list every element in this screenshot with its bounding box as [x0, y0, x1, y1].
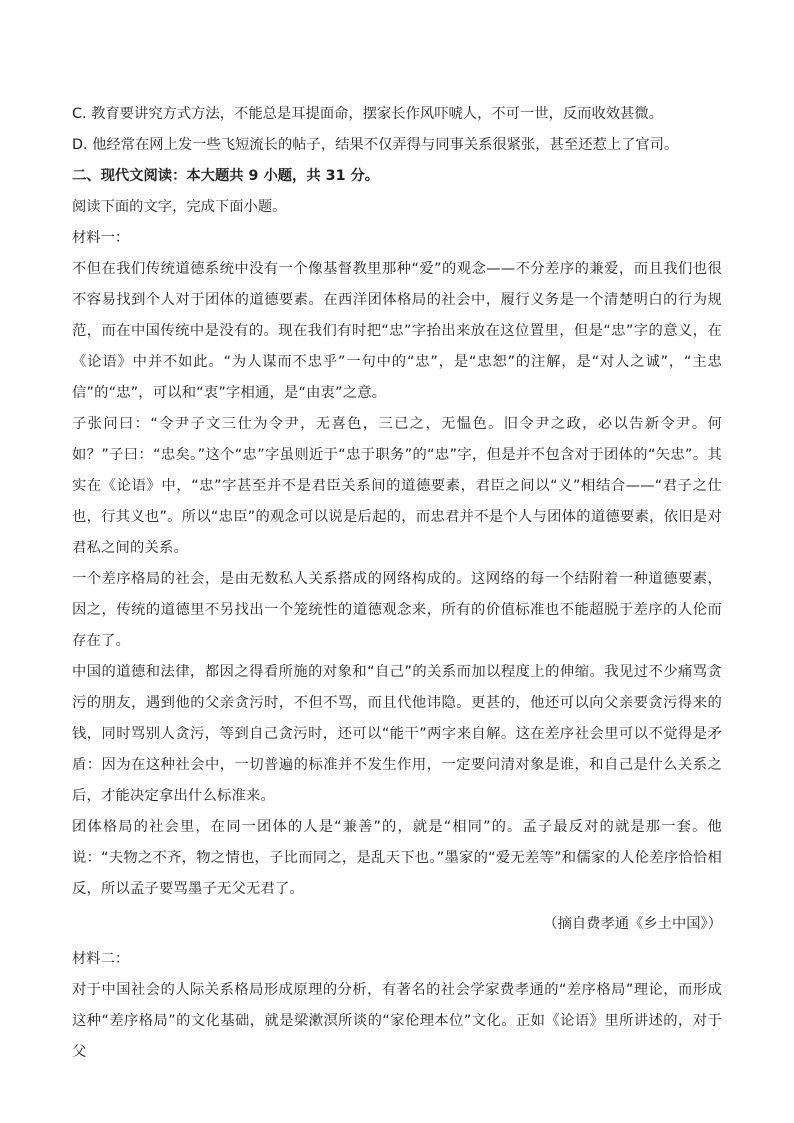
material-1-paragraph-2: 子张问曰：“令尹子文三仕为令尹，无喜色，三已之，无愠色。旧令尹之政，必以告新令尹。何如？”子曰：“忠矣。”这个“忠”字虽则近于“忠于职务”的“忠”字，但是并不包含对于团体的“矢忠”。其实在《论语》中，“忠”字甚至并不是君臣关系间的道德要素，君臣之间以“义”相结合——“君子之仕也，行其义也”。所以“忠臣”的观念可以说是后起的，而忠君并不是个人与团体的道德要素，依旧是对君私之间的关系。 [72, 416, 722, 556]
material-1-paragraph-4: 中国的道德和法律，都因之得看所施的对象和“自己”的关系而加以程度上的伸缩。我见过不少痛骂贪污的朋友，遇到他的父亲贪污时，不但不骂，而且代他讳隐。更甚的，他还可以向父亲要贪污得来的钱，同时骂别人贪污，等到自己贪污时，还可以“能干”两字来自解。这在差序社会里可以不觉得是矛盾：因为在这种社会中，一切普遍的标准并不发生作用，一定要问清对象是谁，和自己是什么关系之后，才能决定拿出什么标准来。 [72, 664, 722, 804]
material-1-paragraph-5: 团体格局的社会里，在同一团体的人是“兼善”的，就是“相同”的。孟子最反对的就是那一套。他说：“夫物之不齐，物之情也，子比而同之，是乱天下也。”墨家的“爱无差等”和儒家的人伦差序恰恰相反，所以孟子要骂墨子无父无君了。 [72, 819, 722, 897]
section-heading: 二、现代文阅读：本大题共 9 小题，共 31 分。 [72, 168, 380, 184]
material-1-paragraph-3: 一个差序格局的社会，是由无数私人关系搭成的网络构成的。这网络的每一个结附着一种道德要素，因之，传统的道德里不另找出一个笼统性的道德观念来，所有的价值标准也不能超脱于差序的人伦而存在了。 [72, 571, 722, 649]
material-1-label: 材料一： [72, 230, 130, 246]
document-page [72, 99, 722, 1068]
option-c: C. 教育要讲究方式方法，不能总是耳提面命，摆家长作风吓唬人，不可一世，反而收效甚微。 [72, 106, 663, 122]
reading-instruction: 阅读下面的文字，完成下面小题。 [72, 199, 287, 215]
material-1-source: （摘自费孝通《乡土中国》） [543, 916, 722, 932]
material-2-label: 材料二： [72, 951, 130, 967]
material-2-paragraph-1: 对于中国社会的人际关系格局形成原理的分析，有著名的社会学家费孝通的“差序格局”理论，而形成这种“差序格局”的文化基础，就是梁漱溟所谈的“家伦理本位”文化。正如《论语》里所讲述的，对于父 [72, 982, 722, 1060]
option-d: D. 他经常在网上发一些飞短流长的帖子，结果不仅弄得与同事关系很紧张，甚至还惹上了官司。 [72, 137, 679, 153]
material-1-paragraph-1: 不但在我们传统道德系统中没有一个像基督教里那种“爱”的观念——不分差序的兼爱，而且我们也很不容易找到个人对于团体的道德要素。在西洋团体格局的社会中，履行义务是一个清楚明白的行为规范，而在中国传统中是没有的。现在我们有时把“忠”字抬出来放在这位置里，但是“忠”字的意义，在《论语》中并不如此。“为人谋而不忠乎”一句中的“忠”，是“忠恕”的注解，是“对人之诚”，“主忠信”的“忠”，可以和“衷”字相通，是“由衷”之意。 [72, 261, 722, 401]
